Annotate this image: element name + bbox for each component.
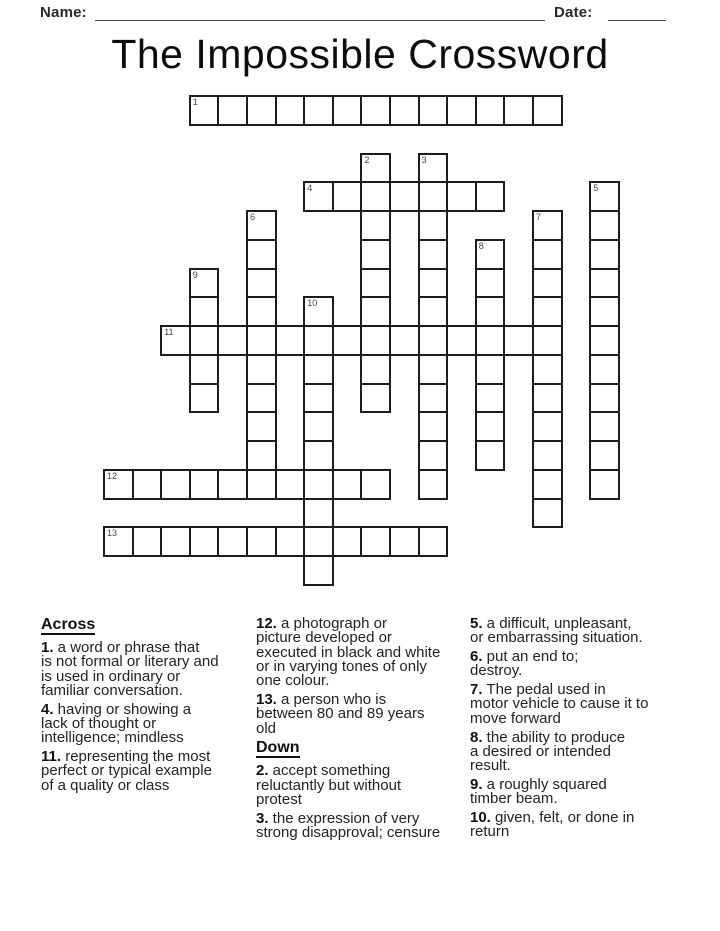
grid-cell[interactable] [503, 95, 534, 126]
clues-column-1 [41, 617, 255, 797]
grid-cell[interactable] [189, 95, 220, 126]
cell-number: 12 [107, 470, 118, 481]
grid-cell[interactable] [418, 526, 449, 557]
grid-cell[interactable] [589, 210, 620, 241]
grid-cell[interactable] [475, 325, 506, 356]
clue-number: 7. [470, 681, 483, 699]
grid-cell[interactable] [475, 239, 506, 270]
grid-cell[interactable] [103, 469, 134, 500]
clue-line: protest [256, 790, 302, 808]
down-header: Down [256, 739, 300, 757]
clue-number: 6. [470, 648, 483, 666]
grid-cell[interactable] [189, 268, 220, 299]
clue-line: 7. The pedal used in [470, 681, 606, 699]
cell-number: 13 [107, 528, 118, 539]
grid-cell[interactable] [246, 383, 277, 414]
grid-cell[interactable] [418, 354, 449, 385]
grid-cell[interactable] [303, 498, 334, 529]
grid-cell[interactable] [446, 95, 477, 126]
grid-cell[interactable] [189, 469, 220, 500]
clue-line: motor vehicle to cause it to [470, 695, 649, 713]
grid-cell[interactable] [418, 469, 449, 500]
grid-cell[interactable] [217, 325, 248, 356]
clue-line: destroy. [470, 662, 523, 680]
clue-down-8 [470, 728, 682, 775]
grid-cell[interactable] [103, 526, 134, 557]
across-clues-part2 [256, 617, 464, 736]
clue-line: lack of thought or [41, 714, 157, 732]
grid-cell[interactable] [332, 181, 363, 212]
cell-number: 11 [164, 327, 174, 337]
grid-cell[interactable] [418, 440, 449, 471]
grid-cell[interactable] [389, 325, 420, 356]
grid-cell[interactable] [217, 526, 248, 557]
clue-number: 12. [256, 615, 277, 632]
grid-cell[interactable] [189, 526, 220, 557]
grid-cell[interactable] [589, 181, 620, 212]
cell-number: 1 [192, 97, 198, 107]
grid-cell[interactable] [360, 153, 391, 184]
date-blank-line[interactable] [608, 20, 666, 21]
grid-cell[interactable] [360, 354, 391, 385]
grid-cell[interactable] [475, 411, 506, 442]
grid-cell[interactable] [246, 469, 277, 500]
clue-number: 4. [41, 700, 54, 718]
clue-number: 2. [256, 762, 269, 780]
grid-cell[interactable] [246, 325, 277, 356]
grid-cell[interactable] [360, 383, 391, 414]
grid-cell[interactable] [303, 181, 334, 212]
grid-cell[interactable] [418, 268, 449, 299]
grid-cell[interactable] [189, 296, 220, 327]
clue-line: move forward [470, 709, 561, 727]
grid-cell[interactable] [360, 239, 391, 270]
grid-cell[interactable] [418, 153, 449, 184]
grid-cell[interactable] [303, 354, 334, 385]
clue-number: 1. [41, 639, 54, 656]
grid-cell[interactable] [275, 325, 306, 356]
page-title: The Impossible Crossword [111, 31, 609, 77]
grid-cell[interactable] [360, 268, 391, 299]
grid-cell[interactable] [475, 383, 506, 414]
grid-cell[interactable] [475, 440, 506, 471]
grid-cell[interactable] [532, 268, 563, 299]
grid-cell[interactable] [246, 210, 277, 241]
grid-cell[interactable] [532, 239, 563, 270]
grid-cell[interactable] [589, 325, 620, 356]
clue-line: 10. given, felt, or done in [470, 809, 635, 827]
grid-cell[interactable] [589, 383, 620, 414]
clue-line: reluctantly but without [256, 776, 402, 794]
grid-cell[interactable] [217, 469, 248, 500]
clue-down-6 [470, 650, 682, 679]
grid-cell[interactable] [246, 440, 277, 471]
clue-across-13 [256, 690, 464, 737]
grid-cell[interactable] [389, 181, 420, 212]
clue-line: 6. put an end to; [470, 648, 579, 666]
grid-cell[interactable] [389, 95, 420, 126]
clue-line: timber beam. [470, 790, 558, 808]
grid-cell[interactable] [303, 296, 334, 327]
grid-cell[interactable] [332, 95, 363, 126]
cell-number: 8 [478, 240, 484, 251]
grid-cell[interactable] [418, 325, 449, 356]
clue-line: 12. a photograph or [256, 615, 387, 632]
grid-cell[interactable] [332, 469, 363, 500]
grid-cell[interactable] [475, 268, 506, 299]
clue-line: 5. a difficult, unpleasant, [470, 615, 632, 632]
grid-cell[interactable] [475, 181, 506, 212]
grid-cell[interactable] [275, 469, 306, 500]
clue-line: 1. a word or phrase that [41, 639, 200, 656]
clue-across-11 [41, 750, 255, 793]
clue-number: 10. [470, 809, 491, 827]
grid-cell[interactable] [532, 440, 563, 471]
clue-down-7 [470, 683, 682, 726]
grid-cell[interactable] [189, 354, 220, 385]
grid-cell[interactable] [303, 440, 334, 471]
clues-column-3 [470, 617, 682, 844]
date-label: Date: [554, 4, 593, 21]
clue-across-4 [41, 700, 255, 747]
clue-line: or in varying tones of only [256, 657, 427, 675]
grid-cell[interactable] [303, 526, 334, 557]
grid-cell[interactable] [532, 210, 563, 241]
clue-down-10 [470, 811, 682, 840]
clue-line: 8. the ability to produce [470, 728, 626, 746]
grid-cell[interactable] [246, 95, 277, 126]
clue-line: old [256, 719, 277, 737]
clue-line: 9. a roughly squared [470, 775, 607, 793]
grid-cell[interactable] [532, 354, 563, 385]
grid-cell[interactable] [589, 354, 620, 385]
grid-cell[interactable] [589, 296, 620, 327]
grid-cell[interactable] [303, 383, 334, 414]
cell-number: 6 [250, 212, 256, 222]
grid-cell[interactable] [246, 354, 277, 385]
grid-cell[interactable] [532, 383, 563, 414]
grid-cell[interactable] [360, 181, 391, 212]
clue-across-12 [256, 617, 464, 688]
grid-cell[interactable] [418, 210, 449, 241]
cell-number: 2 [364, 154, 370, 165]
grid-cell[interactable] [189, 383, 220, 414]
grid-cell[interactable] [217, 95, 248, 126]
grid-cell[interactable] [532, 469, 563, 500]
clue-line: familiar conversation. [41, 681, 183, 699]
name-label: Name: [40, 4, 87, 21]
grid-cell[interactable] [360, 210, 391, 241]
grid-cell[interactable] [332, 325, 363, 356]
grid-cell[interactable] [360, 526, 391, 557]
clue-number: 13. [256, 690, 277, 708]
grid-cell[interactable] [246, 268, 277, 299]
grid-cell[interactable] [275, 526, 306, 557]
clue-line: picture developed or [256, 629, 392, 647]
clue-line: intelligence; mindless [41, 729, 184, 747]
grid-cell[interactable] [303, 411, 334, 442]
grid-cell[interactable] [303, 95, 334, 126]
clue-number: 9. [470, 775, 483, 793]
cell-number: 10 [307, 298, 318, 309]
clue-line: or embarrassing situation. [470, 629, 643, 647]
clue-down-3 [256, 809, 464, 842]
grid-cell[interactable] [475, 296, 506, 327]
grid-cell[interactable] [589, 411, 620, 442]
clue-line: 4. having or showing a [41, 700, 192, 718]
grid-cell[interactable] [475, 95, 506, 126]
grid-cell[interactable] [303, 469, 334, 500]
grid-cell[interactable] [389, 526, 420, 557]
clue-line: one colour. [256, 672, 330, 690]
grid-cell[interactable] [132, 526, 163, 557]
grid-cell[interactable] [360, 296, 391, 327]
grid-cell[interactable] [589, 268, 620, 299]
grid-cell[interactable] [246, 296, 277, 327]
across-clues-part1 [41, 641, 255, 793]
clue-down-5 [470, 617, 682, 646]
clue-number: 5. [470, 615, 483, 632]
grid-cell[interactable] [418, 296, 449, 327]
grid-cell[interactable] [275, 95, 306, 126]
down-clues-part1 [256, 764, 464, 840]
grid-cell[interactable] [418, 239, 449, 270]
clue-line: result. [470, 757, 511, 775]
grid-cell[interactable] [589, 469, 620, 500]
clue-line: is used in ordinary or [41, 667, 181, 685]
grid-cell[interactable] [418, 95, 449, 126]
clue-line: 2. accept something [256, 762, 391, 780]
down-clues-part2 [470, 617, 682, 840]
clue-down-9 [470, 775, 682, 808]
grid-cell[interactable] [332, 526, 363, 557]
grid-cell[interactable] [160, 325, 191, 356]
grid-cell[interactable] [532, 411, 563, 442]
clue-across-1 [41, 641, 255, 698]
clue-line: perfect or typical example [41, 762, 212, 780]
clue-line: between 80 and 89 years [256, 705, 425, 723]
grid-cell[interactable] [160, 526, 191, 557]
name-blank-line[interactable] [95, 20, 545, 21]
grid-cell[interactable] [418, 411, 449, 442]
clue-line: executed in black and white [256, 643, 441, 661]
clue-number: 8. [470, 728, 483, 746]
grid-cell[interactable] [360, 325, 391, 356]
clue-line: 3. the expression of very [256, 809, 420, 827]
clues-column-2 [256, 617, 464, 845]
grid-cell[interactable] [189, 325, 220, 356]
grid-cell[interactable] [418, 383, 449, 414]
grid-cell[interactable] [532, 95, 563, 126]
grid-cell[interactable] [446, 181, 477, 212]
clue-line: is not formal or literary and [41, 653, 219, 671]
grid-cell[interactable] [475, 354, 506, 385]
cell-number: 9 [192, 269, 198, 280]
cell-number: 5 [593, 183, 599, 194]
clue-line: of a quality or class [41, 776, 170, 794]
grid-cell[interactable] [418, 181, 449, 212]
grid-cell[interactable] [303, 325, 334, 356]
grid-cell[interactable] [360, 469, 391, 500]
grid-cell[interactable] [160, 469, 191, 500]
grid-cell[interactable] [532, 296, 563, 327]
grid-cell[interactable] [303, 555, 334, 586]
across-header: Across [41, 616, 96, 633]
clue-number: 3. [256, 809, 269, 827]
clue-line: return [470, 823, 510, 841]
grid-cell[interactable] [246, 526, 277, 557]
grid-cell[interactable] [246, 411, 277, 442]
cell-number: 7 [536, 212, 542, 222]
grid-cell[interactable] [503, 325, 534, 356]
clue-line: a desired or intended [470, 742, 611, 760]
grid-cell[interactable] [132, 469, 163, 500]
grid-cell[interactable] [246, 239, 277, 270]
grid-cell[interactable] [589, 239, 620, 270]
clue-down-2 [256, 764, 464, 807]
grid-cell[interactable] [446, 325, 477, 356]
clue-number: 11. [41, 748, 62, 766]
clue-line: 11. representing the most [41, 748, 211, 766]
grid-cell[interactable] [532, 498, 563, 529]
cell-number: 4 [307, 183, 313, 194]
clue-line: 13. a person who is [256, 690, 387, 708]
grid-cell[interactable] [532, 325, 563, 356]
grid-cell[interactable] [589, 440, 620, 471]
clue-line: strong disapproval; censure [256, 824, 441, 842]
grid-cell[interactable] [360, 95, 391, 126]
cell-number: 3 [421, 154, 427, 165]
